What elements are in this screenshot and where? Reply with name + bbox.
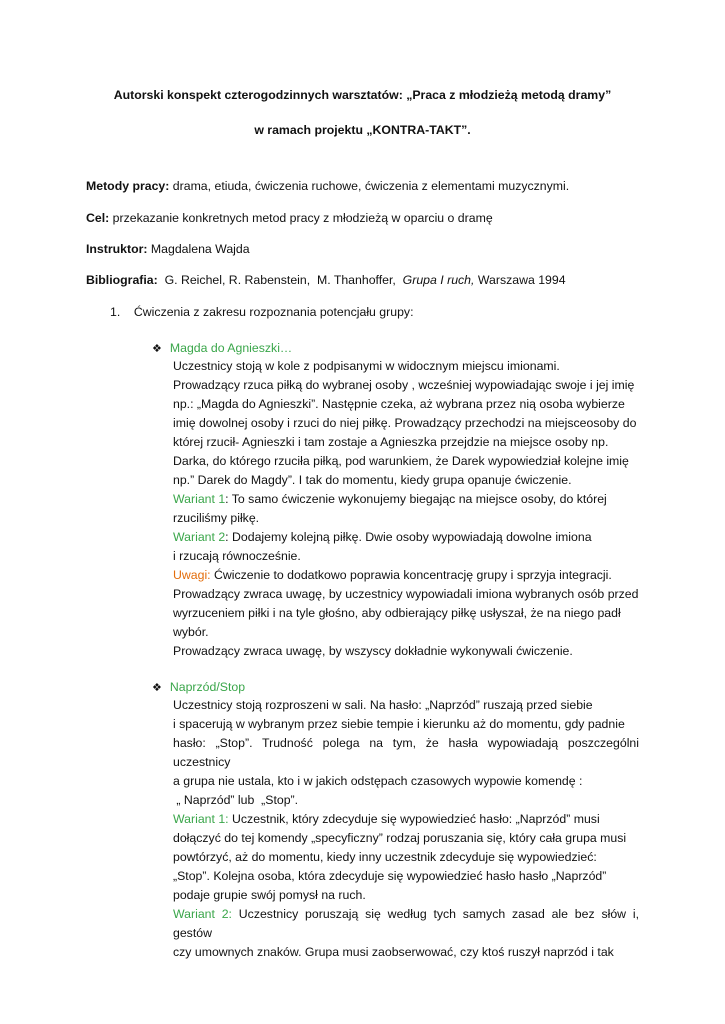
variant-2-text: Uczestnicy poruszają się według tych samych zasad ale bez słów i, gestów	[173, 907, 639, 940]
bibliography-book-title: Grupa I ruch,	[402, 273, 475, 287]
text-line: której rzucił- Agnieszki i tam zostaje a Agnieszka przejdzie na miejsce osoby np.	[173, 435, 609, 449]
text-line: Uczestnicy stoją w kole z podpisanymi w widocznym miejscu imionami.	[173, 359, 560, 373]
text-line: Uczestnicy stoją rozproszeni w sali. Na hasło: „Naprzód” ruszają przed siebie	[173, 698, 593, 712]
text-line: Prowadzący zwraca uwagę, by wszyscy dokładnie wykonywali ćwiczenie.	[173, 644, 573, 658]
bibliography-label: Bibliografia:	[86, 273, 158, 287]
text-line: np.: „Magda do Agnieszki”. Następnie czeka, aż wybrana przez nią osoba wybierze	[173, 397, 625, 411]
text-line: wyrzuceniem piłki i na tyle głośno, aby odbierający piłkę usłyszał, że na niego padł	[173, 606, 621, 620]
remarks-text: Ćwiczenie to dodatkowo poprawia koncentrację grupy i sprzyja integracji.	[210, 568, 612, 582]
exercise-2-heading	[152, 680, 245, 694]
methods-value: drama, etiuda, ćwiczenia ruchowe, ćwiczenia z elementami muzycznymi.	[169, 179, 570, 193]
methods-label: Metody pracy:	[86, 179, 170, 193]
variant-2-line	[173, 905, 639, 943]
variant-1-text: Uczestnik, który zdecyduje się wypowiedzieć hasło: „Naprzód” musi	[228, 812, 600, 826]
diamond-bullet-icon: ❖	[152, 682, 162, 694]
variant-2-label: Wariant 2:	[173, 907, 232, 921]
text-line: dołączyć do tej komendy „specyficzny” rodzaj poruszania się, który cała grupa musi	[173, 831, 627, 845]
variant-1-line	[173, 490, 639, 509]
exercise-1-body	[173, 357, 639, 661]
variant-2-line	[173, 528, 639, 547]
title-line-1: Autorski konspekt czterogodzinnych warsztatów: „Praca z młodzieżą metodą dramy”	[113, 88, 612, 102]
instructor-line	[86, 242, 250, 256]
text-line: podaje grupie swój pomysł na ruch.	[173, 888, 366, 902]
text-line: np.” Darek do Magdy”. I tak do momentu, kiedy grupa opanuje ćwiczenie.	[173, 473, 572, 487]
text-line: „Stop”. Kolejna osoba, która zdecyduje się wypowiedzieć hasło hasło „Naprzód”	[173, 869, 607, 883]
text-line: Prowadzący zwraca uwagę, by uczestnicy wypowiadali imiona wybranych osób przed	[173, 587, 639, 601]
text-line: i spacerują w wybranym przez siebie tempie i kierunku aż do momentu, gdy padnie	[173, 717, 625, 731]
variant-1-text: : To samo ćwiczenie wykonujemy biegając na miejsce osoby, do której	[225, 492, 607, 506]
variant-1-label: Wariant 1:	[173, 812, 229, 826]
bibliography-authors: G. Reichel, R. Rabenstein, M. Thanhoffer,	[157, 273, 403, 287]
text-line: powtórzyć, aż do momentu, kiedy inny uczestnik zdecyduje się wypowiedzieć:	[173, 850, 597, 864]
methods-line	[86, 179, 569, 193]
text-line: a grupa nie ustala, kto i w jakich odstępach czasowych wypowie komendę :	[173, 774, 583, 788]
exercise-1-heading	[152, 341, 292, 355]
exercise-2-title: Naprzód/Stop	[169, 680, 246, 694]
text-line: imię dowolnej osoby i rzuci do niej piłkę. Prowadzący przechodzi na miejsceosoby do	[173, 416, 637, 430]
text-line: rzuciliśmy piłkę.	[173, 511, 260, 525]
goal-line	[86, 211, 493, 225]
text-line: czy umownych znaków. Grupa musi zaobserwować, czy ktoś ruszył naprzód i tak	[173, 945, 614, 959]
section-1-heading: 1. Ćwiczenia z zakresu rozpoznania potencjału grupy:	[110, 305, 414, 319]
text-line: Darka, do którego rzuciła piłką, pod warunkiem, że Darek wypowiedział kolejne imię	[173, 454, 629, 468]
title-line-2: w ramach projektu „KONTRA-TAKT”.	[254, 123, 471, 137]
variant-2-label: Wariant 2	[173, 530, 226, 544]
instructor-value: Magdalena Wajda	[147, 242, 250, 256]
bibliography-line	[86, 273, 566, 287]
exercise-1-title: Magda do Agnieszki…	[169, 341, 293, 355]
goal-value: przekazanie konkretnych metod pracy z młodzieżą w oparciu o dramę	[109, 211, 493, 225]
text-line: wybór.	[173, 625, 209, 639]
diamond-bullet-icon: ❖	[152, 343, 162, 355]
variant-1-label: Wariant 1	[173, 492, 226, 506]
text-line: „ Naprzód” lub „Stop”.	[173, 793, 299, 807]
remarks-line	[173, 566, 639, 585]
variant-2-text: : Dodajemy kolejną piłkę. Dwie osoby wypowiadają dowolne imiona	[225, 530, 592, 544]
goal-label: Cel:	[86, 211, 110, 225]
bibliography-place-year: Warszawa 1994	[474, 273, 566, 287]
text-line: i rzucają równocześnie.	[173, 549, 301, 563]
variant-1-line	[173, 810, 639, 829]
remarks-label: Uwagi:	[173, 568, 211, 582]
instructor-label: Instruktor:	[86, 242, 148, 256]
exercise-2-body	[173, 696, 639, 962]
text-line: hasło: „Stop”. Trudność polega na tym, że hasła wypowiadają poszczególni uczestnicy	[173, 736, 639, 769]
text-line: Prowadzący rzuca piłką do wybranej osoby , wcześniej wypowiadając swoje i jej imię	[173, 378, 635, 392]
